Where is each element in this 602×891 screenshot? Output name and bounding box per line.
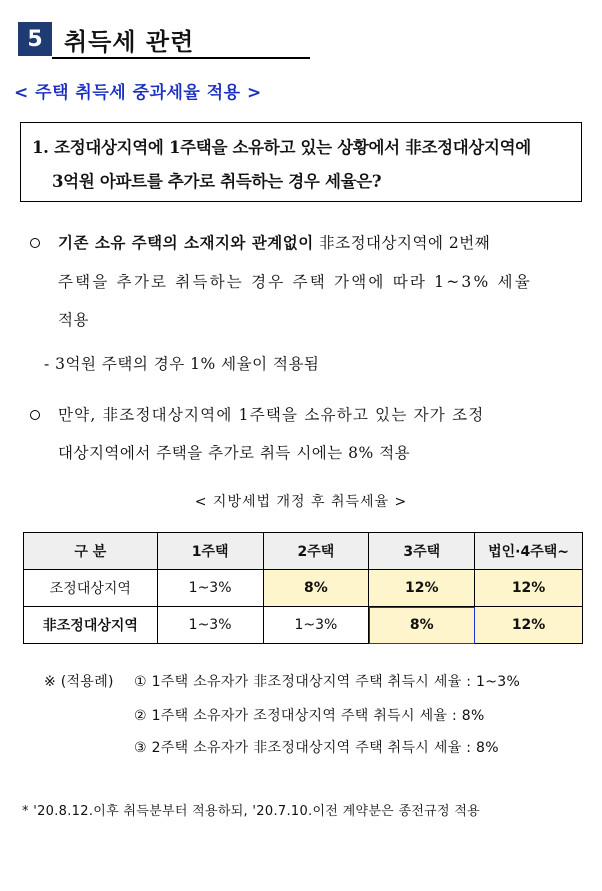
answer-1-line-1 [58,231,490,253]
table-cell: 1~3% [157,570,263,607]
table-cell: 12% [475,570,583,607]
section-underline [52,57,310,59]
table-cell: 12% [475,607,583,644]
footnote: * '20.8.12.이후 취득분부터 적용하되, '20.7.10.이전 계약분은 종전규정 적용 [22,804,481,819]
tax-rate-table [23,532,583,644]
header-2-house: 2주택 [263,533,369,570]
question-line-1: 1. 조정대상지역에 1주택을 소유하고 있는 상황에서 非조정대상지역에 [32,138,531,157]
table-cell: 12% [369,570,475,607]
row-label-regulated: 조정대상지역 [24,570,158,607]
row-label-non-regulated: 非조정대상지역 [24,607,158,644]
note-1: ① 1주택 소유자가 非조정대상지역 주택 취득시 세율 : 1~3% [134,674,521,690]
answer-1-dash: - 3억원 주택의 경우 1% 세율이 적용됨 [44,355,320,373]
note-2: ② 1주택 소유자가 조정대상지역 주택 취득시 세율 : 8% [134,708,485,724]
table-header-row [24,533,583,570]
header-corp-4-house: 법인·4주택~ [475,533,583,570]
header-3-house: 3주택 [369,533,475,570]
answer-1-rest: 非조정대상지역에 2번째 [313,234,491,252]
table-row [24,607,583,644]
question-line-2: 3억원 아파트를 추가로 취득하는 경우 세율은? [52,172,382,191]
table-cell: 1~3% [263,607,369,644]
note-mark: ※ (적용례) [44,674,114,690]
section-number: 5 [18,22,52,56]
header-category: 구 분 [24,533,158,570]
answer-1-emphasis: 기존 소유 주택의 소재지와 관계없이 [58,233,314,252]
answer-2-line-1: 만약, 非조정대상지역에 1주택을 소유하고 있는 자가 조정 [58,406,485,424]
section-title: 취득세 관련 [64,28,195,56]
table-row [24,570,583,607]
table-cell: 1~3% [157,607,263,644]
note-3: ③ 2주택 소유자가 非조정대상지역 주택 취득시 세율 : 8% [134,740,499,756]
table-cell: 8% [369,607,475,644]
subtitle: < 주택 취득세 중과세율 적용 > [14,83,262,103]
answer-1-line-2: 주택을 추가로 취득하는 경우 주택 가액에 따라 1~3% 세율 [58,273,532,291]
header-1-house: 1주택 [157,533,263,570]
bullet-circle-icon [30,238,40,248]
answer-2-line-2: 대상지역에서 주택을 추가로 취득 시에는 8% 적용 [58,444,411,462]
table-cell: 8% [263,570,369,607]
table-caption: < 지방세법 개정 후 취득세율 > [194,494,408,510]
answer-1-line-3: 적용 [58,311,89,329]
bullet-circle-icon [30,410,40,420]
